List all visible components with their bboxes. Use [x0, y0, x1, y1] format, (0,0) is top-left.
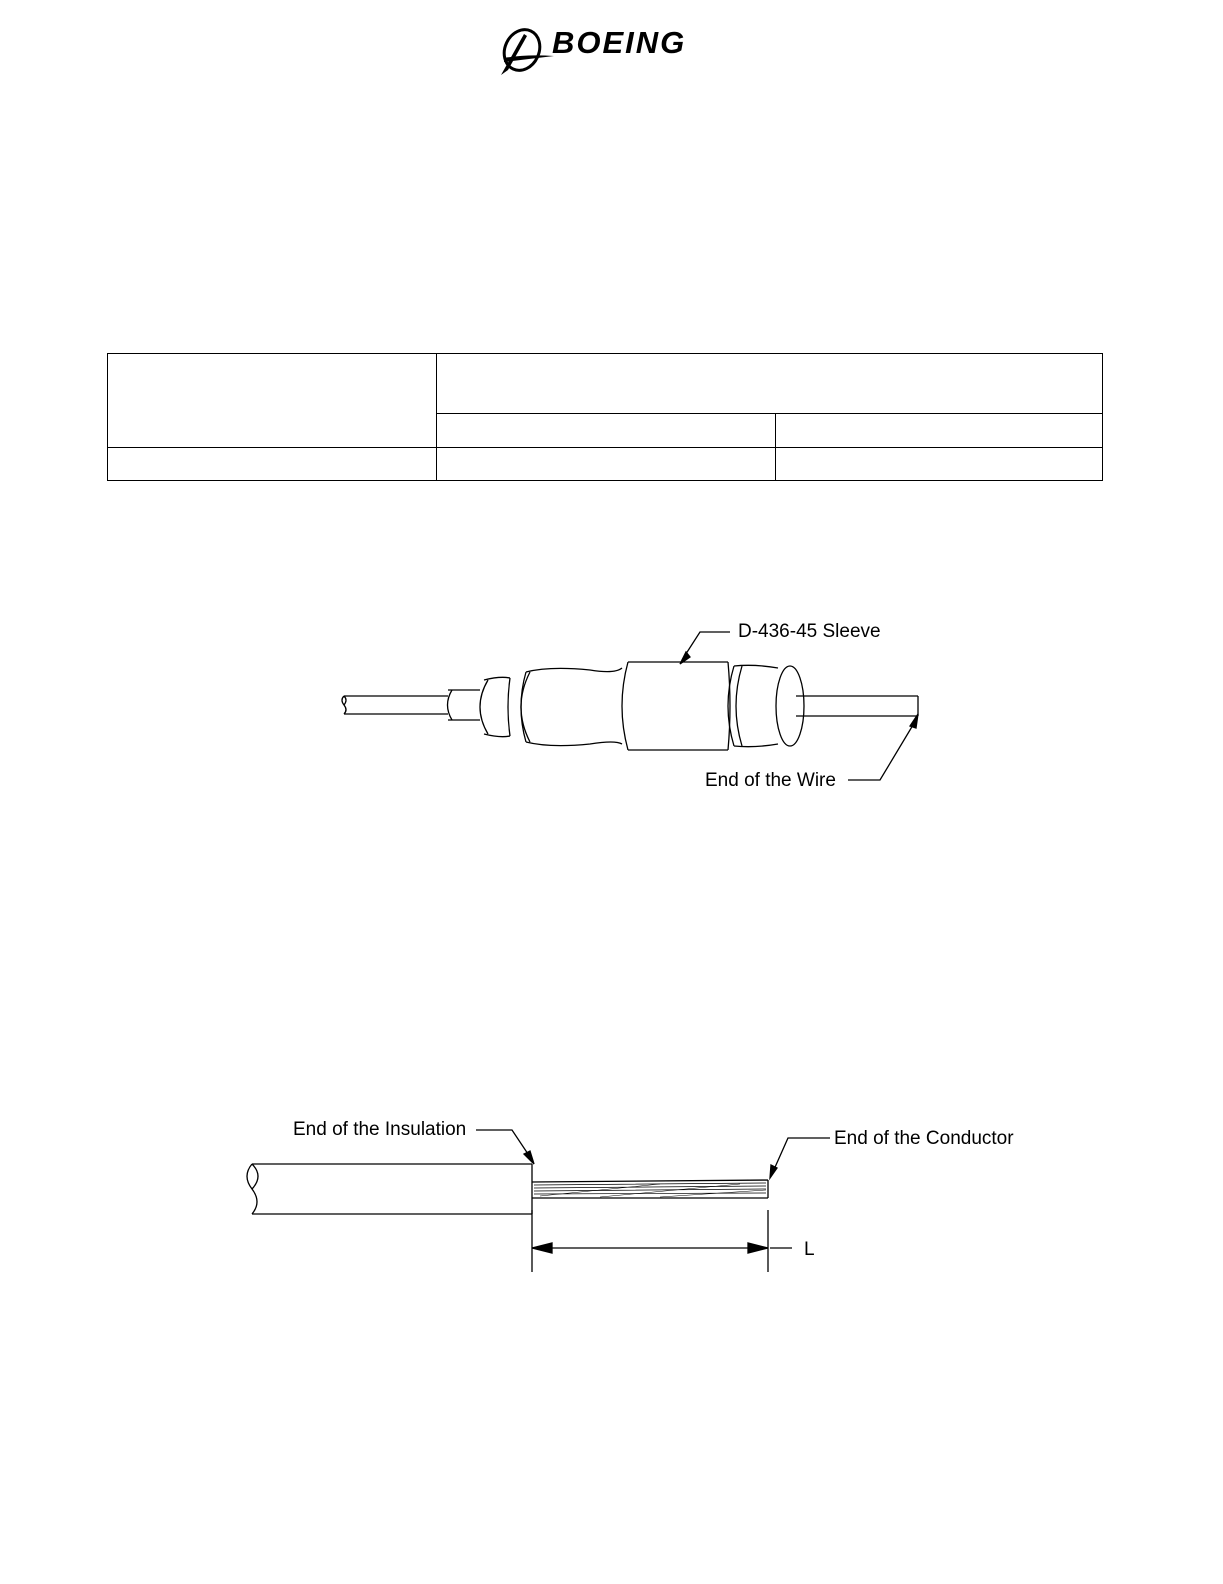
- table-header-cell: [437, 354, 1103, 414]
- data-table: [107, 353, 1103, 481]
- conductor-end-label: End of the Conductor: [834, 1128, 1014, 1149]
- wire-end-label: End of the Wire: [705, 770, 836, 791]
- insulation-end-label: End of the Insulation: [293, 1119, 467, 1140]
- table-cell: [776, 448, 1103, 481]
- table-subheader-cell: [776, 414, 1103, 448]
- table-cell: [108, 448, 437, 481]
- dimension-l-label: L: [804, 1239, 815, 1260]
- table-header-cell: [108, 354, 437, 448]
- table-subheader-cell: [437, 414, 776, 448]
- boeing-wordmark: BOEING: [552, 25, 687, 60]
- sleeve-label: D-436-45 Sleeve: [738, 621, 881, 642]
- table-cell: [437, 448, 776, 481]
